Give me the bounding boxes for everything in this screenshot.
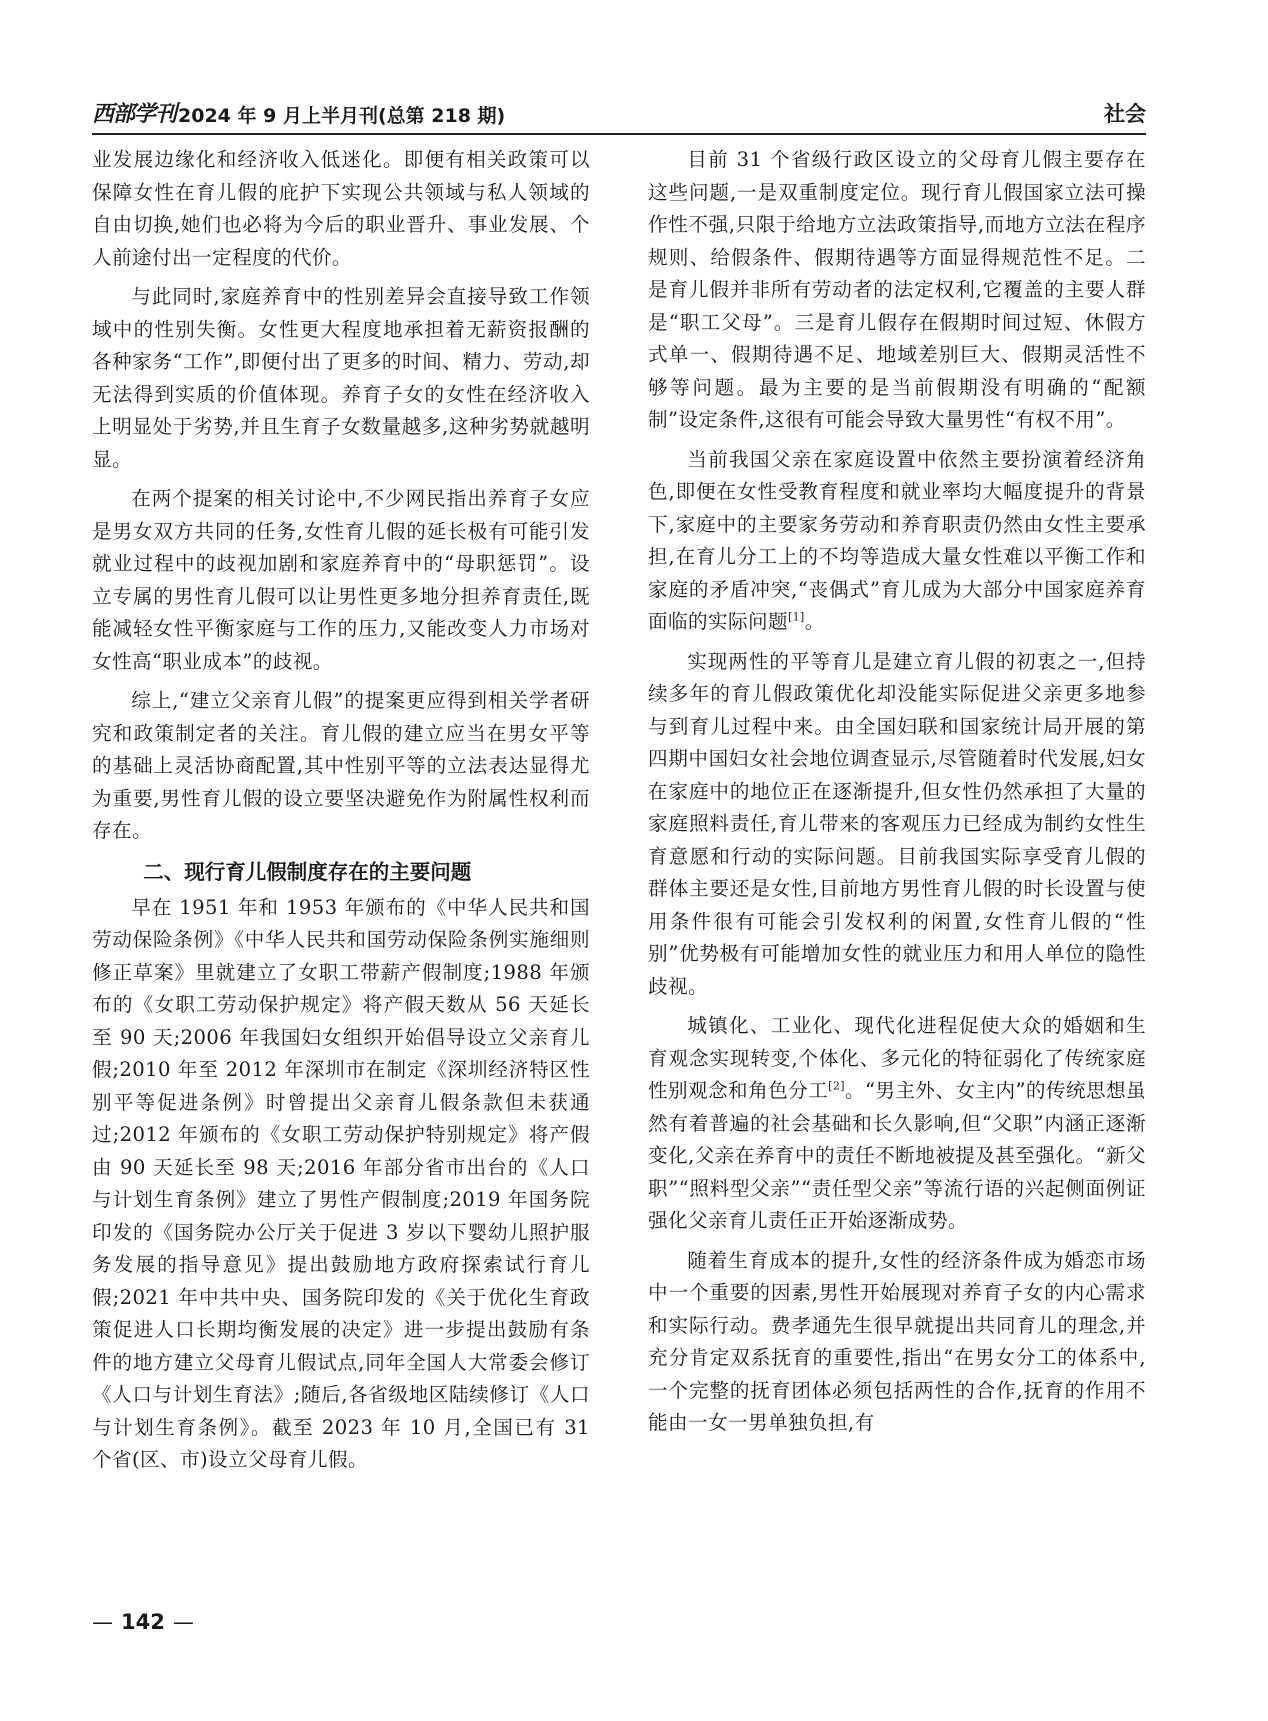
- paragraph: [92, 281, 590, 476]
- paragraph: [92, 892, 590, 1477]
- running-header: [92, 94, 1146, 128]
- paragraph: [92, 144, 590, 274]
- page-number: 142: [121, 1610, 165, 1634]
- page-footer: [92, 1610, 194, 1634]
- citation-ref: [2]: [828, 1079, 845, 1093]
- paragraph-tail: 。“男主外、女主内”的传统思想虽然有着普遍的社会基础和长久影响,但“父职”内涵正逐渐变化,父亲在养育中的责任不断地被提及甚至强化。“新父职”“照料型父亲”“责任型父亲”等流行语的兴起侧面例证强化父亲育儿责任正开始逐渐成势。: [648, 1079, 1146, 1232]
- paragraph-text: 早在 1951 年和 1953 年颁布的《中华人民共和国劳动保险条例》《中华人民共和国劳动保险条例实施细则修正草案》里就建立了女职工带薪产假制度;1988 年颁布的《女职工劳动保护规定》将产假天数从 56 天延长至 90 天;2006 年我国妇女组织开始倡导设立父亲育儿假;2010 年至 2012 年深圳市在制定《深圳经济特区性别平等促进条例》时曾提出父亲育儿假条款但未获通过;2012 年颁布的《女职工劳动保护特别规定》将产假由 90 天延长至 98 天;2016 年部分省市出台的《人口与计划生育条例》建立了男性产假制度;2019 年国务院印发的《国务院办公厅关于促进 3 岁以下婴幼儿照护服务发展的指导意见》提出鼓励地方政府探索试行育儿假;2021 年中共中央、国务院印发的《关于优化生育政策促进人口长期均衡发展的决定》进一步提出鼓励有条件的地方建立父母育儿假试点,同年全国人大常委会修订《人口与计划生育法》;随后,各省级地区陆续修订《人口与计划生育条例》。截至 2023 年 10 月,全国已有 31 个省(区、市)设立父母育儿假。: [92, 895, 590, 1471]
- paragraph-text: 业发展边缘化和经济收入低迷化。即便有相关政策可以保障女性在育儿假的庇护下实现公共领域与私人领域的自由切换,她们也必将为今后的职业晋升、事业发展、个人前途付出一定程度的代价。: [92, 148, 590, 269]
- journal-logo: 西部学刊: [92, 101, 177, 127]
- paragraph: [648, 144, 1146, 437]
- right-column: [648, 144, 1146, 1599]
- paragraph: [648, 646, 1146, 1004]
- paragraph-tail: 。: [804, 610, 825, 633]
- paragraph-text: 综上,“建立父亲育儿假”的提案更应得到相关学者研究和政策制定者的关注。育儿假的建立应当在男女平等的基础上灵活协商配置,其中性别平等的立法表达显得尤为重要,男性育儿假的设立要坚决避免作为附属性权利而存在。: [92, 689, 590, 842]
- paragraph-text: 城镇化、工业化、现代化进程促使大众的婚姻和生育观念实现转变,个体化、多元化的特征弱化了传统家庭性别观念和角色分工: [648, 1014, 1146, 1102]
- section-label: 社会: [1104, 102, 1146, 126]
- paragraph-text: 当前我国父亲在家庭设置中依然主要扮演着经济角色,即便在女性受教育程度和就业率均大幅度提升的背景下,家庭中的主要家务劳动和养育职责仍然由女性主要承担,在育儿分工上的不均等造成大量女性难以平衡工作和家庭的矛盾冲突,“丧偶式”育儿成为大部分中国家庭养育面临的实际问题: [648, 447, 1146, 633]
- paragraph: [648, 1245, 1146, 1440]
- paragraph-text: 目前 31 个省级行政区设立的父母育儿假主要存在这些问题,一是双重制度定位。现行育儿假国家立法可操作性不强,只限于给地方立法政策指导,而地方立法在程序规则、给假条件、假期待遇等方面显得规范性不足。二是育儿假并非所有劳动者的法定权利,它覆盖的主要人群是“职工父母”。三是育儿假存在假期时间过短、休假方式单一、假期待遇不足、地域差别巨大、假期灵活性不够等问题。最为主要的是当前假期没有明确的“配额制”设定条件,这很有可能会导致大量男性“有权不用”。: [648, 148, 1146, 431]
- left-column: [92, 144, 590, 1599]
- section-heading: 二、现行育儿假制度存在的主要问题: [143, 859, 472, 884]
- paragraph: [648, 444, 1146, 639]
- paragraph-text: 与此同时,家庭养育中的性别差异会直接导致工作领域中的性别失衡。女性更大程度地承担着无薪资报酬的各种家务“工作”,即便付出了更多的时间、精力、劳动,却无法得到实质的价值体现。养育子女的女性在经济收入上明显处于劣势,并且生育子女数量越多,这种劣势就越明显。: [92, 285, 590, 471]
- paragraph-text: 随着生育成本的提升,女性的经济条件成为婚恋市场中一个重要的因素,男性开始展现对养育子女的内心需求和实际行动。费孝通先生很早就提出共同育儿的理念,并充分肯定双系抚育的重要性,指出“在男女分工的体系中,一个完整的抚育团体必须包括两性的合作,抚育的作用不能由一女一男单独负担,有: [648, 1248, 1146, 1434]
- paragraph: [92, 483, 590, 678]
- header-rule: [92, 133, 1146, 135]
- paragraph: [648, 1010, 1146, 1238]
- paragraph-text: 在两个提案的相关讨论中,不少网民指出养育子女应是男女双方共同的任务,女性育儿假的延长极有可能引发就业过程中的歧视加剧和家庭养育中的“母职惩罚”。设立专属的男性育儿假可以让男性更多地分担养育责任,既能减轻女性平衡家庭与工作的压力,又能改变人力市场对女性高“职业成本”的歧视。: [92, 487, 590, 673]
- footer-dash-left: —: [92, 1610, 113, 1634]
- footer-dash-right: —: [172, 1610, 194, 1634]
- paragraph-text: 实现两性的平等育儿是建立育儿假的初衷之一,但持续多年的育儿假政策优化却没能实际促进父亲更多地参与到育儿过程中来。由全国妇联和国家统计局开展的第四期中国妇女社会地位调查显示,尽管随着时代发展,妇女在家庭中的地位正在逐渐提升,但女性仍然承担了大量的家庭照料责任,育儿带来的客观压力已经成为制约女性生育意愿和行动的实际问题。目前我国实际享受育儿假的群体主要还是女性,目前地方男性育儿假的时长设置与使用条件很有可能会引发权利的闲置,女性育儿假的“性别”优势极有可能增加女性的就业压力和用人单位的隐性歧视。: [648, 649, 1146, 998]
- citation-ref: [1]: [787, 610, 805, 624]
- issue-info: 2024 年 9 月上半月刊(总第 218 期): [178, 105, 506, 127]
- paragraph: [92, 685, 590, 848]
- journal-info: [92, 97, 505, 128]
